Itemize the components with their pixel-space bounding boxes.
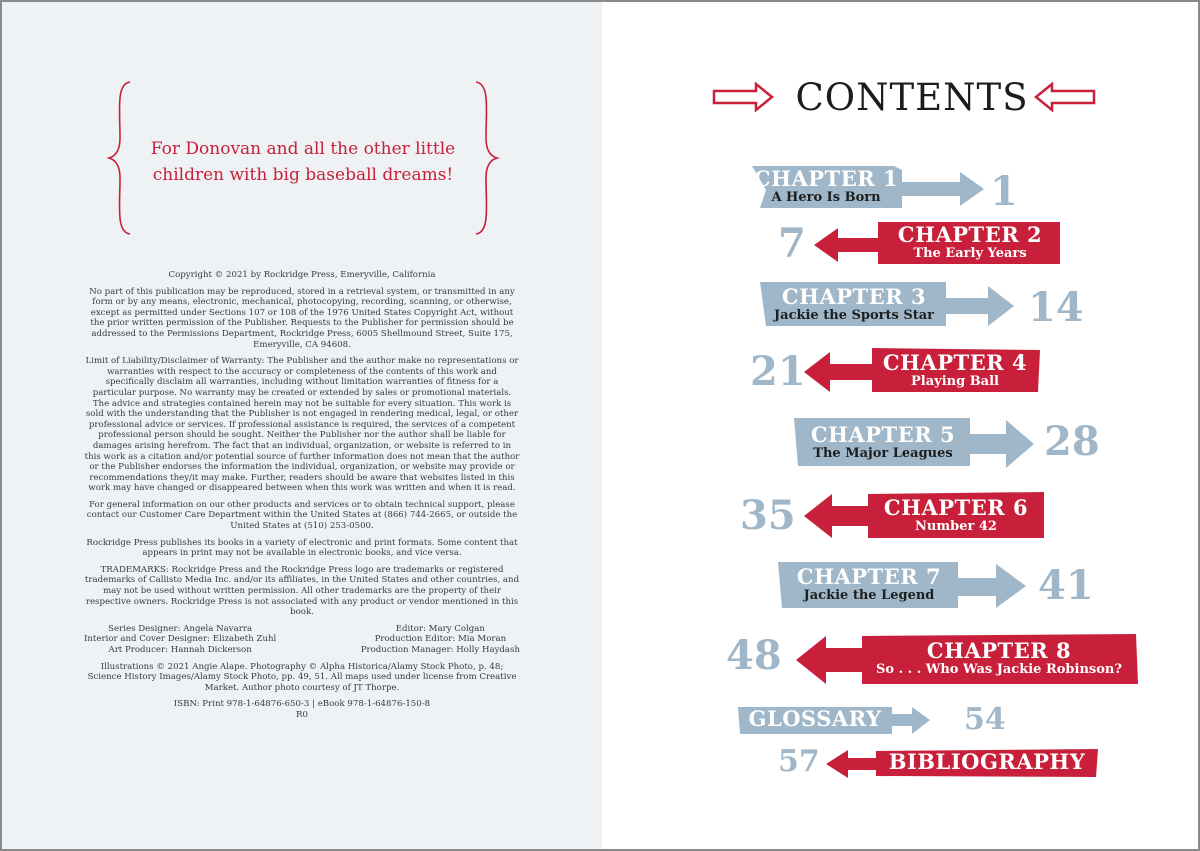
copyright-page <box>2 2 602 851</box>
chapter-subtitle: Jackie the Legend <box>803 588 935 603</box>
ro-line: R0 <box>296 709 308 720</box>
credit-line: Editor: Mary Colgan <box>395 623 485 634</box>
chapter-label: CHAPTER 8 <box>926 638 1072 663</box>
credit-line: Production Editor: Mia Moran <box>374 634 507 645</box>
chapter-subtitle: Playing Ball <box>911 374 999 389</box>
chapter-label: CHAPTER 2 <box>897 222 1043 247</box>
page-number: 41 <box>1038 562 1094 609</box>
chapter-subtitle: Number 42 <box>915 519 997 534</box>
credit-line: Art Producer: Hannah Dickerson <box>108 645 252 655</box>
page-title: CONTENTS <box>795 76 1029 119</box>
toc-label <box>740 708 890 730</box>
chapter-subtitle: The Major Leagues <box>813 446 953 461</box>
liability-paragraph: Limit of Liability/Disclaimer of Warranty: The Publisher and the author make no representations or warranties with respect to the accuracy or completeness of the contents of this work and specifically disclaim all warranties, including without limitation warranties of fitness for a particular purpose. No warranty may be created or extended by sales or promotional materials. The advice and strategies contained herein may not be suitable for every situation. This work is sold with the understanding that the Publisher is not engaged in rendering medical, legal, or other professional advice or services. If professional assistance is required, the services of a competent professional person should be sought. Neither the Publisher nor the author shall be liable for damages arising herefrom. The fact that an individual, organization, or website is referred to in this work as a citation and/or potential source of further information does not mean that the author or the Publisher endorses the information the individual, organization, or website may provide or recommendations they/it may make. Further, readers should be aware that websites listed in this work may have changed or disappeared between when this work was written and when it is read. <box>84 356 520 494</box>
isbn-line: ISBN: Print 978-1-64876-650-3 | eBook 978-1-64876-150-8 <box>173 699 431 710</box>
toc-entry-bibliography[interactable] <box>778 746 1108 782</box>
chapter-subtitle: A Hero Is Born <box>771 190 881 205</box>
toc-entry-chapter-6[interactable] <box>740 488 1060 544</box>
chapter-label: CHAPTER 7 <box>796 564 942 589</box>
right-arrow-outline-icon <box>712 82 774 112</box>
toc-entry-chapter-4[interactable] <box>748 344 1068 400</box>
page-number: 54 <box>964 702 1006 737</box>
chapter-subtitle: So . . . Who Was Jackie Robinson? <box>876 662 1122 677</box>
credits-left <box>84 624 276 656</box>
contents-heading <box>712 72 1112 122</box>
page-number: 28 <box>1044 418 1100 465</box>
credit-line: Interior and Cover Designer: Elizabeth Zuhl <box>84 634 277 645</box>
credit-line: Production Manager: Holly Haydash <box>360 645 520 655</box>
illustrations-paragraph: Illustrations © 2021 Angie Alape. Photography © Alpha Historica/Alamy Stock Photo, p. 48; Science History Images/Alamy Stock Photo, pp. 49, 51. All maps used under license from Creative Market. Author photo courtesy of JT Thorpe. <box>87 661 517 693</box>
dedication: For Donovan and all the other little children with big baseball dreams! <box>150 139 456 185</box>
credits-right <box>361 624 520 656</box>
chapter-label: CHAPTER 6 <box>883 495 1029 520</box>
contents-page <box>602 2 1200 851</box>
toc-label <box>752 168 900 206</box>
toc-label <box>862 640 1136 678</box>
chapter-label: BIBLIOGRAPHY <box>888 749 1086 774</box>
page-number: 57 <box>778 744 820 779</box>
copyright-line: Copyright © 2021 by Rockridge Press, Emeryville, California <box>168 270 436 280</box>
toc-entry-glossary[interactable] <box>738 704 1058 740</box>
page-number: 1 <box>990 168 1018 215</box>
rights-paragraph: No part of this publication may be reproduced, stored in a retrieval system, or transmitted in any form or by any means, electronic, mechanical, photocopying, recording, scanning, or otherwise, except as permitted under Sections 107 or 108 of the 1976 United States Copyright Act, without the prior written permission of the Publisher. Requests to the Publisher for permission should be addressed to the Permissions Department, Rockridge Press, 6005 Shellmound Street, Suite 175, Emeryville, CA 94608. <box>89 286 515 350</box>
page-number: 14 <box>1028 284 1084 331</box>
toc-entry-chapter-1[interactable] <box>752 160 1052 216</box>
toc-entry-chapter-3[interactable] <box>760 278 1090 334</box>
left-brace-icon <box>106 80 136 236</box>
chapter-label: GLOSSARY <box>748 706 882 731</box>
toc-entry-chapter-8[interactable] <box>726 630 1146 690</box>
credit-line: Series Designer: Angela Navarra <box>108 623 253 634</box>
chapter-subtitle: Jackie the Sports Star <box>774 308 934 323</box>
credits <box>84 624 520 656</box>
toc-entry-chapter-2[interactable] <box>774 216 1074 272</box>
left-arrow-outline-icon <box>1034 82 1096 112</box>
formats-paragraph: Rockridge Press publishes its books in a variety of electronic and print formats. Some content that appears in print may not be available in electronic books, and vice versa. <box>86 537 518 559</box>
toc-label <box>870 497 1042 535</box>
toc-label <box>874 352 1036 390</box>
toc-label <box>880 751 1094 773</box>
toc-entry-chapter-7[interactable] <box>778 558 1098 614</box>
copyright-block <box>84 270 520 721</box>
page-number: 21 <box>750 348 806 395</box>
chapter-label: CHAPTER 5 <box>810 422 956 447</box>
page-number: 35 <box>740 492 796 539</box>
toc-label <box>882 224 1058 262</box>
support-paragraph: For general information on our other products and services or to obtain technical support, please contact our Customer Care Department within the United States at (866) 744-2665, or outside the United States at (510) 253-0500. <box>86 499 518 532</box>
trademarks-paragraph: TRADEMARKS: Rockridge Press and the Rockridge Press logo are trademarks or registered trademarks of Callisto Media Inc. and/or its affiliates, in the United States and other countries, and may not be used without written permission. All other trademarks are the property of their respective owners. Rockridge Press is not associated with any product or vendor mentioned in this book. <box>84 564 520 618</box>
toc-label <box>798 424 968 462</box>
toc-entry-chapter-5[interactable] <box>794 414 1114 474</box>
chapter-subtitle: The Early Years <box>913 246 1027 261</box>
chapter-label: CHAPTER 1 <box>753 166 899 191</box>
page-number: 7 <box>778 220 806 267</box>
page-number: 48 <box>726 632 782 679</box>
chapter-label: CHAPTER 3 <box>781 284 927 309</box>
chapter-label: CHAPTER 4 <box>882 350 1028 375</box>
right-brace-icon <box>470 80 500 236</box>
toc-label <box>764 286 944 324</box>
toc-label <box>782 566 956 604</box>
